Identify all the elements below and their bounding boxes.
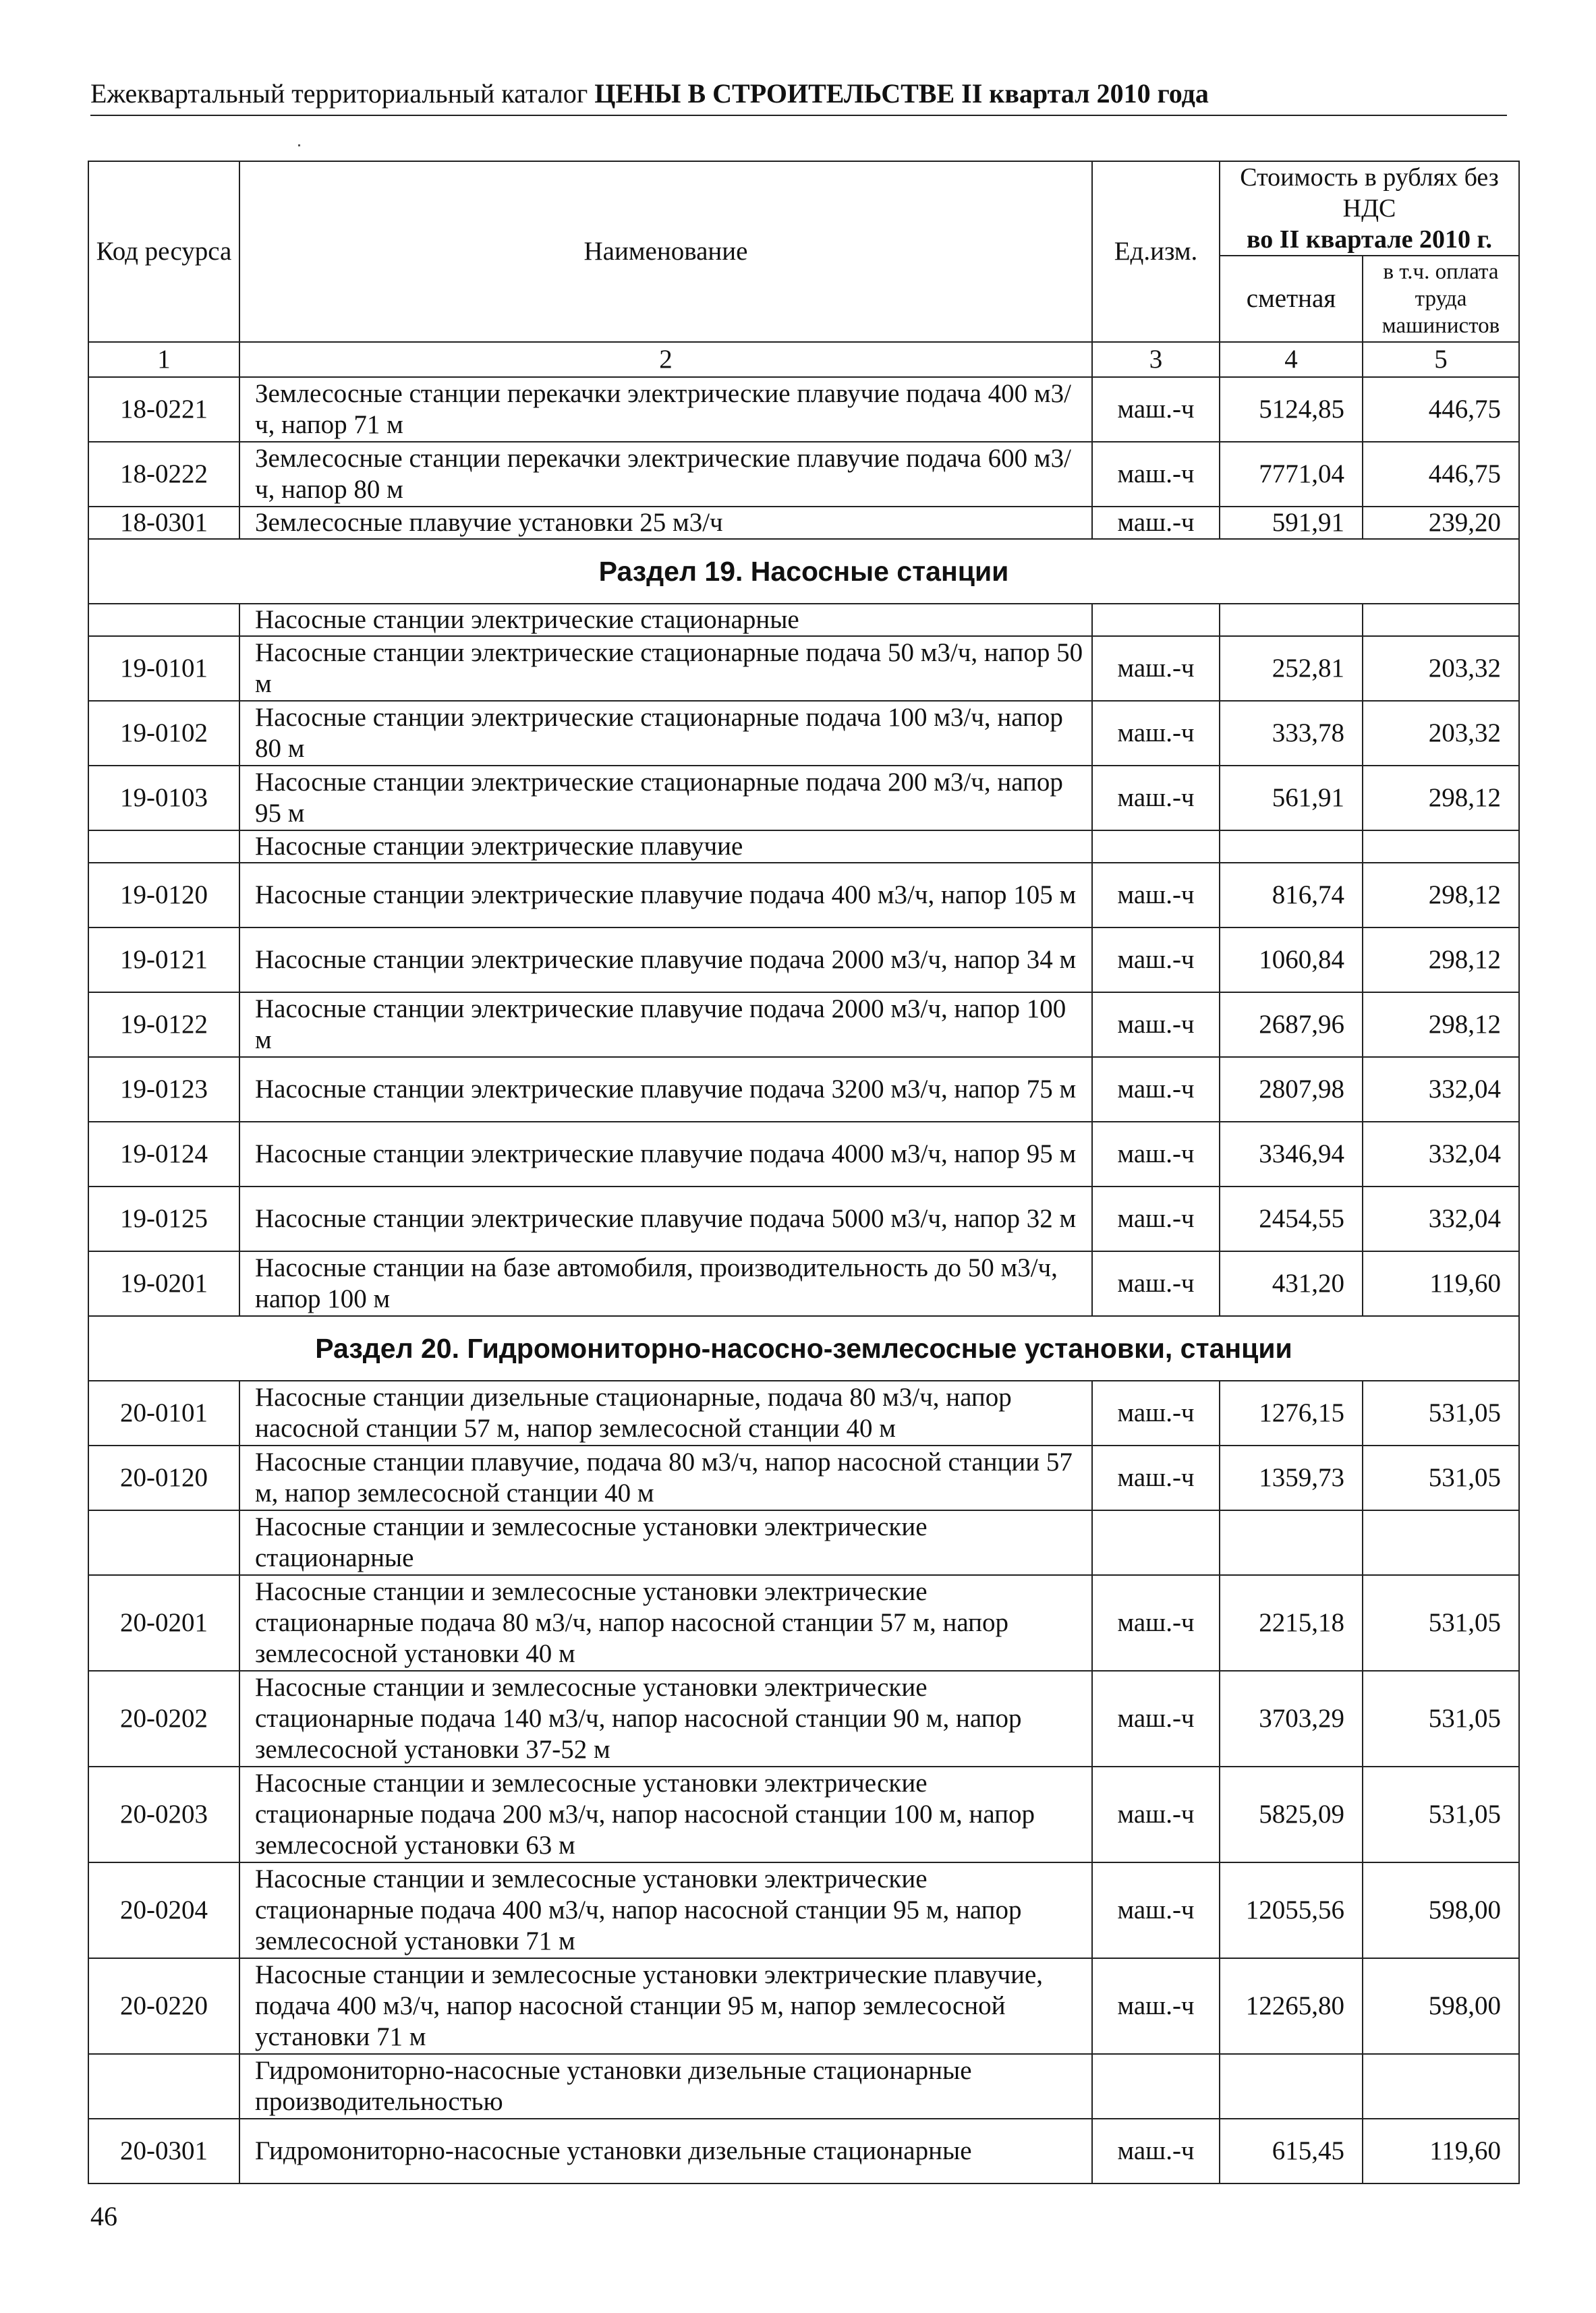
resource-code: 19-0125 (88, 1187, 239, 1251)
table-row (88, 1057, 1519, 1122)
scan-speck (298, 144, 300, 146)
unit-cell: маш.-ч (1092, 377, 1220, 442)
resource-name: Насосные станции электрические плавучие подача 4000 м3/ч, напор 95 м (239, 1122, 1092, 1187)
estimate-cost (1220, 1510, 1363, 1575)
resource-name: Насосные станции и землесосные установки электрические стационарные подача 140 м3/ч, напор насосной станции 90 м, напор землесосной установки 37-52 м (239, 1671, 1092, 1767)
labor-cost: 446,75 (1363, 442, 1519, 507)
table-row (88, 1575, 1519, 1671)
estimate-cost: 5124,85 (1220, 377, 1363, 442)
labor-cost: 298,12 (1363, 992, 1519, 1057)
section-header-row (88, 539, 1519, 604)
estimate-cost: 3346,94 (1220, 1122, 1363, 1187)
table-row (88, 1767, 1519, 1862)
resource-name: Насосные станции дизельные стационарные, подача 80 м3/ч, напор насосной станции 57 м, напор землесосной станции 40 м (239, 1381, 1092, 1446)
unit-cell: маш.-ч (1092, 2119, 1220, 2183)
price-table (88, 161, 1520, 2184)
labor-cost: 531,05 (1363, 1767, 1519, 1862)
table-row (88, 1671, 1519, 1767)
resource-name: Насосные станции и землесосные установки электрические стационарные подача 400 м3/ч, напор насосной станции 95 м, напор землесосной установки 71 м (239, 1862, 1092, 1958)
estimate-cost (1220, 2054, 1363, 2119)
resource-code: 20-0201 (88, 1575, 239, 1671)
table-row (88, 2119, 1519, 2183)
page-number: 46 (90, 2201, 117, 2231)
resource-name: Насосные станции электрические стационарные подача 200 м3/ч, напор 95 м (239, 766, 1092, 830)
resource-name: Насосные станции и землесосные установки электрические стационарные (239, 1510, 1092, 1575)
labor-cost: 446,75 (1363, 377, 1519, 442)
labor-cost: 298,12 (1363, 863, 1519, 927)
table-row (88, 1187, 1519, 1251)
group-row (88, 1510, 1519, 1575)
labor-cost: 298,12 (1363, 766, 1519, 830)
unit-cell: маш.-ч (1092, 992, 1220, 1057)
estimate-cost: 2215,18 (1220, 1575, 1363, 1671)
resource-code: 19-0201 (88, 1251, 239, 1316)
section-title: Раздел 20. Гидромониторно-насосно-землесосные установки, станции (88, 1316, 1519, 1381)
unit-cell: маш.-ч (1092, 701, 1220, 766)
unit-cell: маш.-ч (1092, 507, 1220, 539)
resource-code: 20-0120 (88, 1446, 239, 1510)
resource-code: 19-0123 (88, 1057, 239, 1122)
unit-cell: маш.-ч (1092, 1122, 1220, 1187)
labor-cost: 119,60 (1363, 1251, 1519, 1316)
header-estimate: сметная (1220, 256, 1363, 342)
table-row (88, 701, 1519, 766)
estimate-cost: 2807,98 (1220, 1057, 1363, 1122)
resource-name: Насосные станции электрические стационарные подача 50 м3/ч, напор 50 м (239, 636, 1092, 701)
table-row (88, 1251, 1519, 1316)
resource-code: 20-0101 (88, 1381, 239, 1446)
unit-cell: маш.-ч (1092, 1057, 1220, 1122)
resource-name: Гидромониторно-насосные установки дизельные стационарные (239, 2119, 1092, 2183)
column-number: 5 (1363, 342, 1519, 377)
column-number: 1 (88, 342, 239, 377)
resource-code (88, 1510, 239, 1575)
resource-name: Насосные станции электрические плавучие подача 400 м3/ч, напор 105 м (239, 863, 1092, 927)
section-header-row (88, 1316, 1519, 1381)
resource-code: 18-0301 (88, 507, 239, 539)
resource-name: Насосные станции электрические стационарные подача 100 м3/ч, напор 80 м (239, 701, 1092, 766)
header-period: во II квартале 2010 г. (1247, 225, 1493, 254)
labor-cost: 119,60 (1363, 2119, 1519, 2183)
resource-code (88, 2054, 239, 2119)
labor-cost: 531,05 (1363, 1575, 1519, 1671)
table-row (88, 1446, 1519, 1510)
resource-name: Насосные станции электрические плавучие подача 3200 м3/ч, напор 75 м (239, 1057, 1092, 1122)
resource-name: Насосные станции электрические плавучие (239, 830, 1092, 863)
table-row (88, 863, 1519, 927)
resource-name: Насосные станции электрические стационарные (239, 604, 1092, 636)
header-labor: в т.ч. оплата труда машинистов (1363, 256, 1519, 342)
estimate-cost (1220, 604, 1363, 636)
table-row (88, 1862, 1519, 1958)
estimate-cost: 7771,04 (1220, 442, 1363, 507)
resource-code: 20-0202 (88, 1671, 239, 1767)
estimate-cost: 3703,29 (1220, 1671, 1363, 1767)
resource-name: Насосные станции электрические плавучие подача 2000 м3/ч, напор 100 м (239, 992, 1092, 1057)
resource-name: Насосные станции электрические плавучие подача 2000 м3/ч, напор 34 м (239, 927, 1092, 992)
header-cost (1220, 161, 1519, 256)
labor-cost: 203,32 (1363, 701, 1519, 766)
table-row (88, 1381, 1519, 1446)
unit-cell: маш.-ч (1092, 1575, 1220, 1671)
unit-cell (1092, 2054, 1220, 2119)
unit-cell: маш.-ч (1092, 1446, 1220, 1510)
table-row (88, 507, 1519, 539)
resource-code: 20-0204 (88, 1862, 239, 1958)
table-row (88, 1122, 1519, 1187)
labor-cost: 598,00 (1363, 1958, 1519, 2054)
labor-cost: 531,05 (1363, 1381, 1519, 1446)
section-title: Раздел 19. Насосные станции (88, 539, 1519, 604)
resource-code (88, 604, 239, 636)
unit-cell: маш.-ч (1092, 1671, 1220, 1767)
estimate-cost: 333,78 (1220, 701, 1363, 766)
resource-name: Насосные станции и землесосные установки электрические стационарные подача 200 м3/ч, напор насосной станции 100 м, напор землесосной установки 63 м (239, 1767, 1092, 1862)
resource-code (88, 830, 239, 863)
unit-cell: маш.-ч (1092, 1251, 1220, 1316)
header-title: ЦЕНЫ В СТРОИТЕЛЬСТВЕ II квартал 2010 года (594, 78, 1209, 109)
estimate-cost: 12265,80 (1220, 1958, 1363, 2054)
resource-code: 19-0102 (88, 701, 239, 766)
labor-cost: 598,00 (1363, 1862, 1519, 1958)
unit-cell: маш.-ч (1092, 1381, 1220, 1446)
resource-code: 18-0221 (88, 377, 239, 442)
unit-cell (1092, 830, 1220, 863)
estimate-cost: 1060,84 (1220, 927, 1363, 992)
header-cost-label: Стоимость в рублях без НДС (1240, 163, 1499, 223)
labor-cost (1363, 2054, 1519, 2119)
header-name: Наименование (239, 161, 1092, 342)
table-row (88, 992, 1519, 1057)
group-row (88, 830, 1519, 863)
resource-name: Насосные станции и землесосные установки электрические стационарные подача 80 м3/ч, напор насосной станции 57 м, напор землесосной установки 40 м (239, 1575, 1092, 1671)
header-unit: Ед.изм. (1092, 161, 1220, 342)
column-number: 4 (1220, 342, 1363, 377)
resource-code: 18-0222 (88, 442, 239, 507)
estimate-cost (1220, 830, 1363, 863)
resource-name: Землесосные плавучие установки 25 м3/ч (239, 507, 1092, 539)
unit-cell: маш.-ч (1092, 766, 1220, 830)
header-prefix: Ежеквартальный территориальный каталог (90, 78, 588, 109)
resource-name: Насосные станции плавучие, подача 80 м3/ч, напор насосной станции 57 м, напор землесосной станции 40 м (239, 1446, 1092, 1510)
running-header (90, 73, 1507, 116)
unit-cell: маш.-ч (1092, 442, 1220, 507)
header-code: Код ресурса (88, 161, 239, 342)
resource-name: Насосные станции на базе автомобиля, производительность до 50 м3/ч, напор 100 м (239, 1251, 1092, 1316)
labor-cost: 239,20 (1363, 507, 1519, 539)
unit-cell: маш.-ч (1092, 1187, 1220, 1251)
unit-cell: маш.-ч (1092, 1767, 1220, 1862)
unit-cell (1092, 1510, 1220, 1575)
table-head (88, 161, 1519, 342)
labor-cost: 332,04 (1363, 1187, 1519, 1251)
labor-cost: 332,04 (1363, 1057, 1519, 1122)
unit-cell: маш.-ч (1092, 927, 1220, 992)
unit-cell: маш.-ч (1092, 863, 1220, 927)
unit-cell: маш.-ч (1092, 636, 1220, 701)
group-row (88, 604, 1519, 636)
estimate-cost: 1276,15 (1220, 1381, 1363, 1446)
resource-code: 19-0124 (88, 1122, 239, 1187)
labor-cost (1363, 830, 1519, 863)
resource-code: 19-0120 (88, 863, 239, 927)
resource-code: 20-0203 (88, 1767, 239, 1862)
table-body (88, 342, 1519, 2183)
group-row (88, 2054, 1519, 2119)
resource-code: 19-0101 (88, 636, 239, 701)
labor-cost: 531,05 (1363, 1446, 1519, 1510)
table-row (88, 636, 1519, 701)
labor-cost: 298,12 (1363, 927, 1519, 992)
estimate-cost: 615,45 (1220, 2119, 1363, 2183)
unit-cell (1092, 604, 1220, 636)
estimate-cost: 591,91 (1220, 507, 1363, 539)
estimate-cost: 1359,73 (1220, 1446, 1363, 1510)
estimate-cost: 12055,56 (1220, 1862, 1363, 1958)
estimate-cost: 2687,96 (1220, 992, 1363, 1057)
unit-cell: маш.-ч (1092, 1958, 1220, 2054)
labor-cost (1363, 604, 1519, 636)
unit-cell: маш.-ч (1092, 1862, 1220, 1958)
estimate-cost: 2454,55 (1220, 1187, 1363, 1251)
resource-code: 20-0220 (88, 1958, 239, 2054)
table-row (88, 766, 1519, 830)
labor-cost: 531,05 (1363, 1671, 1519, 1767)
column-number: 2 (239, 342, 1092, 377)
table-row (88, 927, 1519, 992)
resource-code: 19-0122 (88, 992, 239, 1057)
table-row (88, 442, 1519, 507)
resource-name: Насосные станции электрические плавучие подача 5000 м3/ч, напор 32 м (239, 1187, 1092, 1251)
estimate-cost: 5825,09 (1220, 1767, 1363, 1862)
labor-cost (1363, 1510, 1519, 1575)
estimate-cost: 561,91 (1220, 766, 1363, 830)
column-numbers-row (88, 342, 1519, 377)
resource-name: Насосные станции и землесосные установки электрические плавучие, подача 400 м3/ч, напор насосной станции 95 м, напор землесосной установки 71 м (239, 1958, 1092, 2054)
resource-name: Землесосные станции перекачки электрические плавучие подача 400 м3/ч, напор 71 м (239, 377, 1092, 442)
labor-cost: 203,32 (1363, 636, 1519, 701)
estimate-cost: 816,74 (1220, 863, 1363, 927)
estimate-cost: 431,20 (1220, 1251, 1363, 1316)
resource-code: 20-0301 (88, 2119, 239, 2183)
resource-code: 19-0103 (88, 766, 239, 830)
labor-cost: 332,04 (1363, 1122, 1519, 1187)
resource-code: 19-0121 (88, 927, 239, 992)
column-number: 3 (1092, 342, 1220, 377)
estimate-cost: 252,81 (1220, 636, 1363, 701)
table-row (88, 1958, 1519, 2054)
resource-name: Гидромониторно-насосные установки дизельные стационарные производительностью (239, 2054, 1092, 2119)
resource-name: Землесосные станции перекачки электрические плавучие подача 600 м3/ч, напор 80 м (239, 442, 1092, 507)
table-row (88, 377, 1519, 442)
